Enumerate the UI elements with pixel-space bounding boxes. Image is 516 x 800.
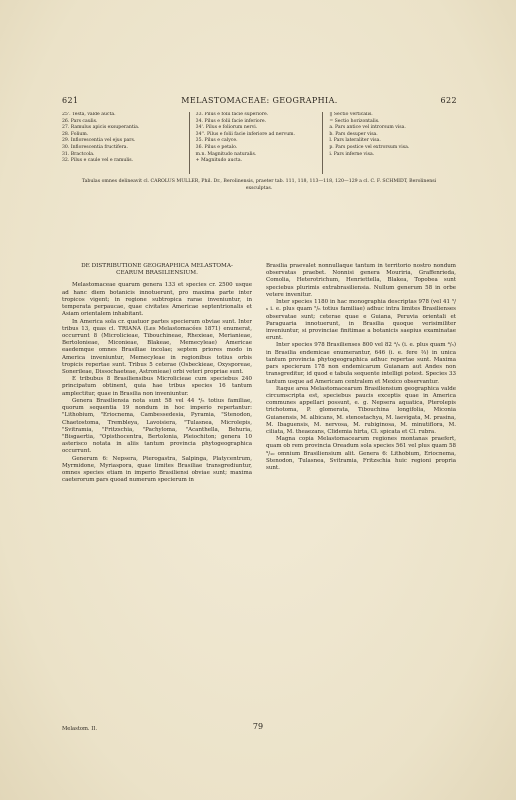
legend-entry: 25'. Testa, valde aucta.: [62, 112, 116, 117]
legend-entry: 36. Pilus e petalo.: [195, 144, 238, 150]
legend-entry: i. Pars inferne visa.: [329, 151, 375, 157]
legend-entry: 35. Pilus e calyce.: [195, 138, 238, 144]
legend-entry: 34'. Pilus e foliorum nervi.: [195, 125, 258, 131]
paragraph: Melastomaceae quarum genera 133 et species cr. 2500 usque ad hanc diem botanicis innotuerunt, pro maxima parte inter tropicos vigent; in regione subtropica rarae inveniuntur, in temperata perpaucae, quae civitates Americae septentrionalis et Asiam orientalem inhabitant.: [62, 282, 252, 318]
main-text: [62, 263, 456, 717]
legend-entry: 32. Pilus e caule vel e ramulis.: [62, 158, 134, 164]
legend-entry: 27. Ramulus apicis exsuperantia.: [62, 125, 140, 131]
legend-entry: 34''. Pilus e folii facie inferiore ad nervum.: [195, 131, 295, 137]
legend-entry: b. Pars desuper visa.: [329, 131, 378, 137]
page-number-left: 621: [62, 96, 79, 105]
credit-line: exsculptas.: [245, 186, 273, 191]
paragraph: Brasilia praevalet nonnullaque tantum in territorio nostro nondum observatas praebet. Nonnisi genera Mouriria, Graffenrieda, Comolia, Heterotrichum, Henriettella, Blakea, Topobea sunt speciebus plurimis extrabrasiliensia. Nullum generum 58 in orbe vetere invenitur.: [266, 263, 456, 298]
legend-entry: 29. Inflorescentia vel ejus pars.: [62, 138, 136, 144]
signature-mark: Melastom. II.: [62, 726, 97, 732]
heading-line: DE DISTRIBUTIONE GEOGRAPHICA MELASTOMA-: [81, 263, 233, 269]
credit-line: Tabulas omnes delineavit cl. CAROLUS MÜLLER, Phil. Dr., Berolinensis, praeter tab. 111, 118, 113—118, 120—129 a cl. C. F. SCHMIDT, Berolinensi: [81, 179, 437, 184]
legend-entry: 26. Pars caulis.: [62, 118, 98, 124]
legend-entry: m.n. Magnitudo naturalis.: [195, 151, 257, 157]
legend-entry: + Magnitudo aucta.: [195, 158, 243, 164]
paragraph: Genera Brasiliensia nota sunt 58 vel 44 ⁴/₅ totius familiae, quorum sequentia 19 nondum in hoc imperio repertantur: "Lithobium, "Eriocnema, Cambessedesia, Pyramia, "Stenodon, Chaetostoma, Trembleya, Lavoisiera, "Tulasnea, Microlepis, "Svitramia, "Fritzschia, "Pachyloma, "Acanthella, Behuria, "Bisgaertia, "Opisthocentra, Bertolonia, Pleiochiton; genera 10 asterisco notata in aliis tantum provincia phytogeographica occurrunt.: [62, 397, 252, 455]
legend-entry: 31. Bractcola.: [62, 151, 95, 157]
legend-entry: 34. Pilus e folii facie inferiore.: [195, 118, 267, 124]
illustration-credit: [62, 178, 456, 192]
paragraph: Generum 6: Nepsera, Pterogastra, Salpinga, Platycentrum, Myrmidone, Myriaspora, quae limites Brasiliae transgrediuntur, omnes species etiam in imperio Brasiliensi obviae sunt; maxima caeterorum pars quoad numerum specierum in: [62, 455, 252, 484]
section-heading: [62, 263, 252, 277]
legend-entry: = Sectio horizontalis.: [329, 118, 380, 124]
paragraph: In America sola cr. quatuor partes specierum obviae sunt. Inter tribus 13, quas cl. TRIANA (Les Melastomacées 1871) enumerat, occurrunt 8 (Microlicieae, Tibouchineae, Rhexieae, Merianieae, Bertolonieae, Miconieae, Blakeae, Memecyleae) Americae eaedemque omnes Brasiliae incolae; septem priores modo in America inveniuntur, Memecyleae in regionibus totius orbis tropicis repertae sunt. Tribus 5 ceterae (Osbeckieae, Oxysporeae, Sonerileae, Dissochaeteae, Astronieae) orbi veteri propriae sunt.: [62, 318, 252, 376]
folio-number: 79: [252, 722, 264, 731]
heading-line: CEARUM BRASILIENSIUM.: [116, 270, 198, 277]
legend-entry: 28. Folium.: [62, 131, 89, 137]
legend-entry: l. Pars lateraliter visa.: [329, 138, 381, 144]
legend-entry: || Sectio verticalis.: [329, 112, 373, 117]
paragraph: Inter species 978 Brasilienses 800 vel 82 ⁴/₅ (i. e. plus quam ⁴/₅) in Brasilia endemicae enumerantur, 646 (i. e. fere ⅔) in unica tantum provincia phytogeographica adhuc repertae sunt. Maxima pars specierum 178 non endemicarum Guianam aut Andes non transgreditur, id quod e tabula sequente intelligi potest. Species 33 tantum usque ad Americam centralem et Mexico observantur.: [266, 342, 456, 385]
text-column-left: [62, 263, 252, 717]
legend-column-2: [189, 112, 323, 174]
legend-column-1: [62, 112, 189, 174]
figure-legend: [62, 112, 456, 174]
running-title: MELASTOMACEAE: GEOGRAPHIA.: [181, 96, 338, 105]
paragraph: Inter species 1180 in hac monographia descriptas 978 (vel 41 ⁵/₆ i. e. plus quam ⁵/₆ totius familiae) adhuc intra limites Brasilienses observatae sunt; ceterae quae e Guiana, Peruvia orientali et Paraguaria innotuerunt, in Brasilia quoque verisimiliter inveniuntur, si provinciae finitimae a botanicis saepius examinatae erunt.: [266, 299, 456, 342]
running-header: [62, 96, 457, 105]
paragraph: Itaque area Melastomacearum Brasiliensium geographica valde circumscripta est, speciebus paucis exceptis quae in America communes appellari possunt, e. g. Nepsera aquatica, Pterolepis trichotoma, P. glomerata, Tibouchina longifolia, Miconia Guianensis, M. albicans, M. stenostachya, M. laevigata, M. prasina, M. Ibaguensis, M. nervosa, M. rubiginosa, M. minutiflora, M. ciliata, M. theaezans, Clidemia hirta, Cl. spicata et Cl. rubra.: [266, 385, 456, 436]
paragraph: E tribubus 8 Brasiliensibus Microlicieae cum speciebus 240 principatum obtinent, quia hae tribus species 16 tantum amplectitur, quae in Brasilia non inveniuntur.: [62, 376, 252, 397]
legend-entry: 30. Inflorescentia fructifera.: [62, 144, 128, 150]
paragraph: Magna copia Melastomacearum regiones montanas praefert, quam ob rem provincia Oreadum sola species 561 vel plus quam 58 ⁹/₁₀ omnium Brasiliensium alit. Genera 6: Lithobium, Eriocnema, Stenodon, Tulasnea, Svitramia, Fritzschia huic regioni propria sunt.: [266, 436, 456, 472]
page-number-right: 622: [440, 96, 457, 105]
text-column-right: [266, 263, 456, 717]
legend-entry: p. Pars postice vel extrorsum visa.: [329, 144, 410, 150]
legend-column-3: [322, 112, 456, 174]
legend-entry: a. Pars antice vel introrsum visa.: [329, 125, 406, 131]
legend-entry: 33. Pilus e folii facie superiore.: [195, 112, 269, 117]
